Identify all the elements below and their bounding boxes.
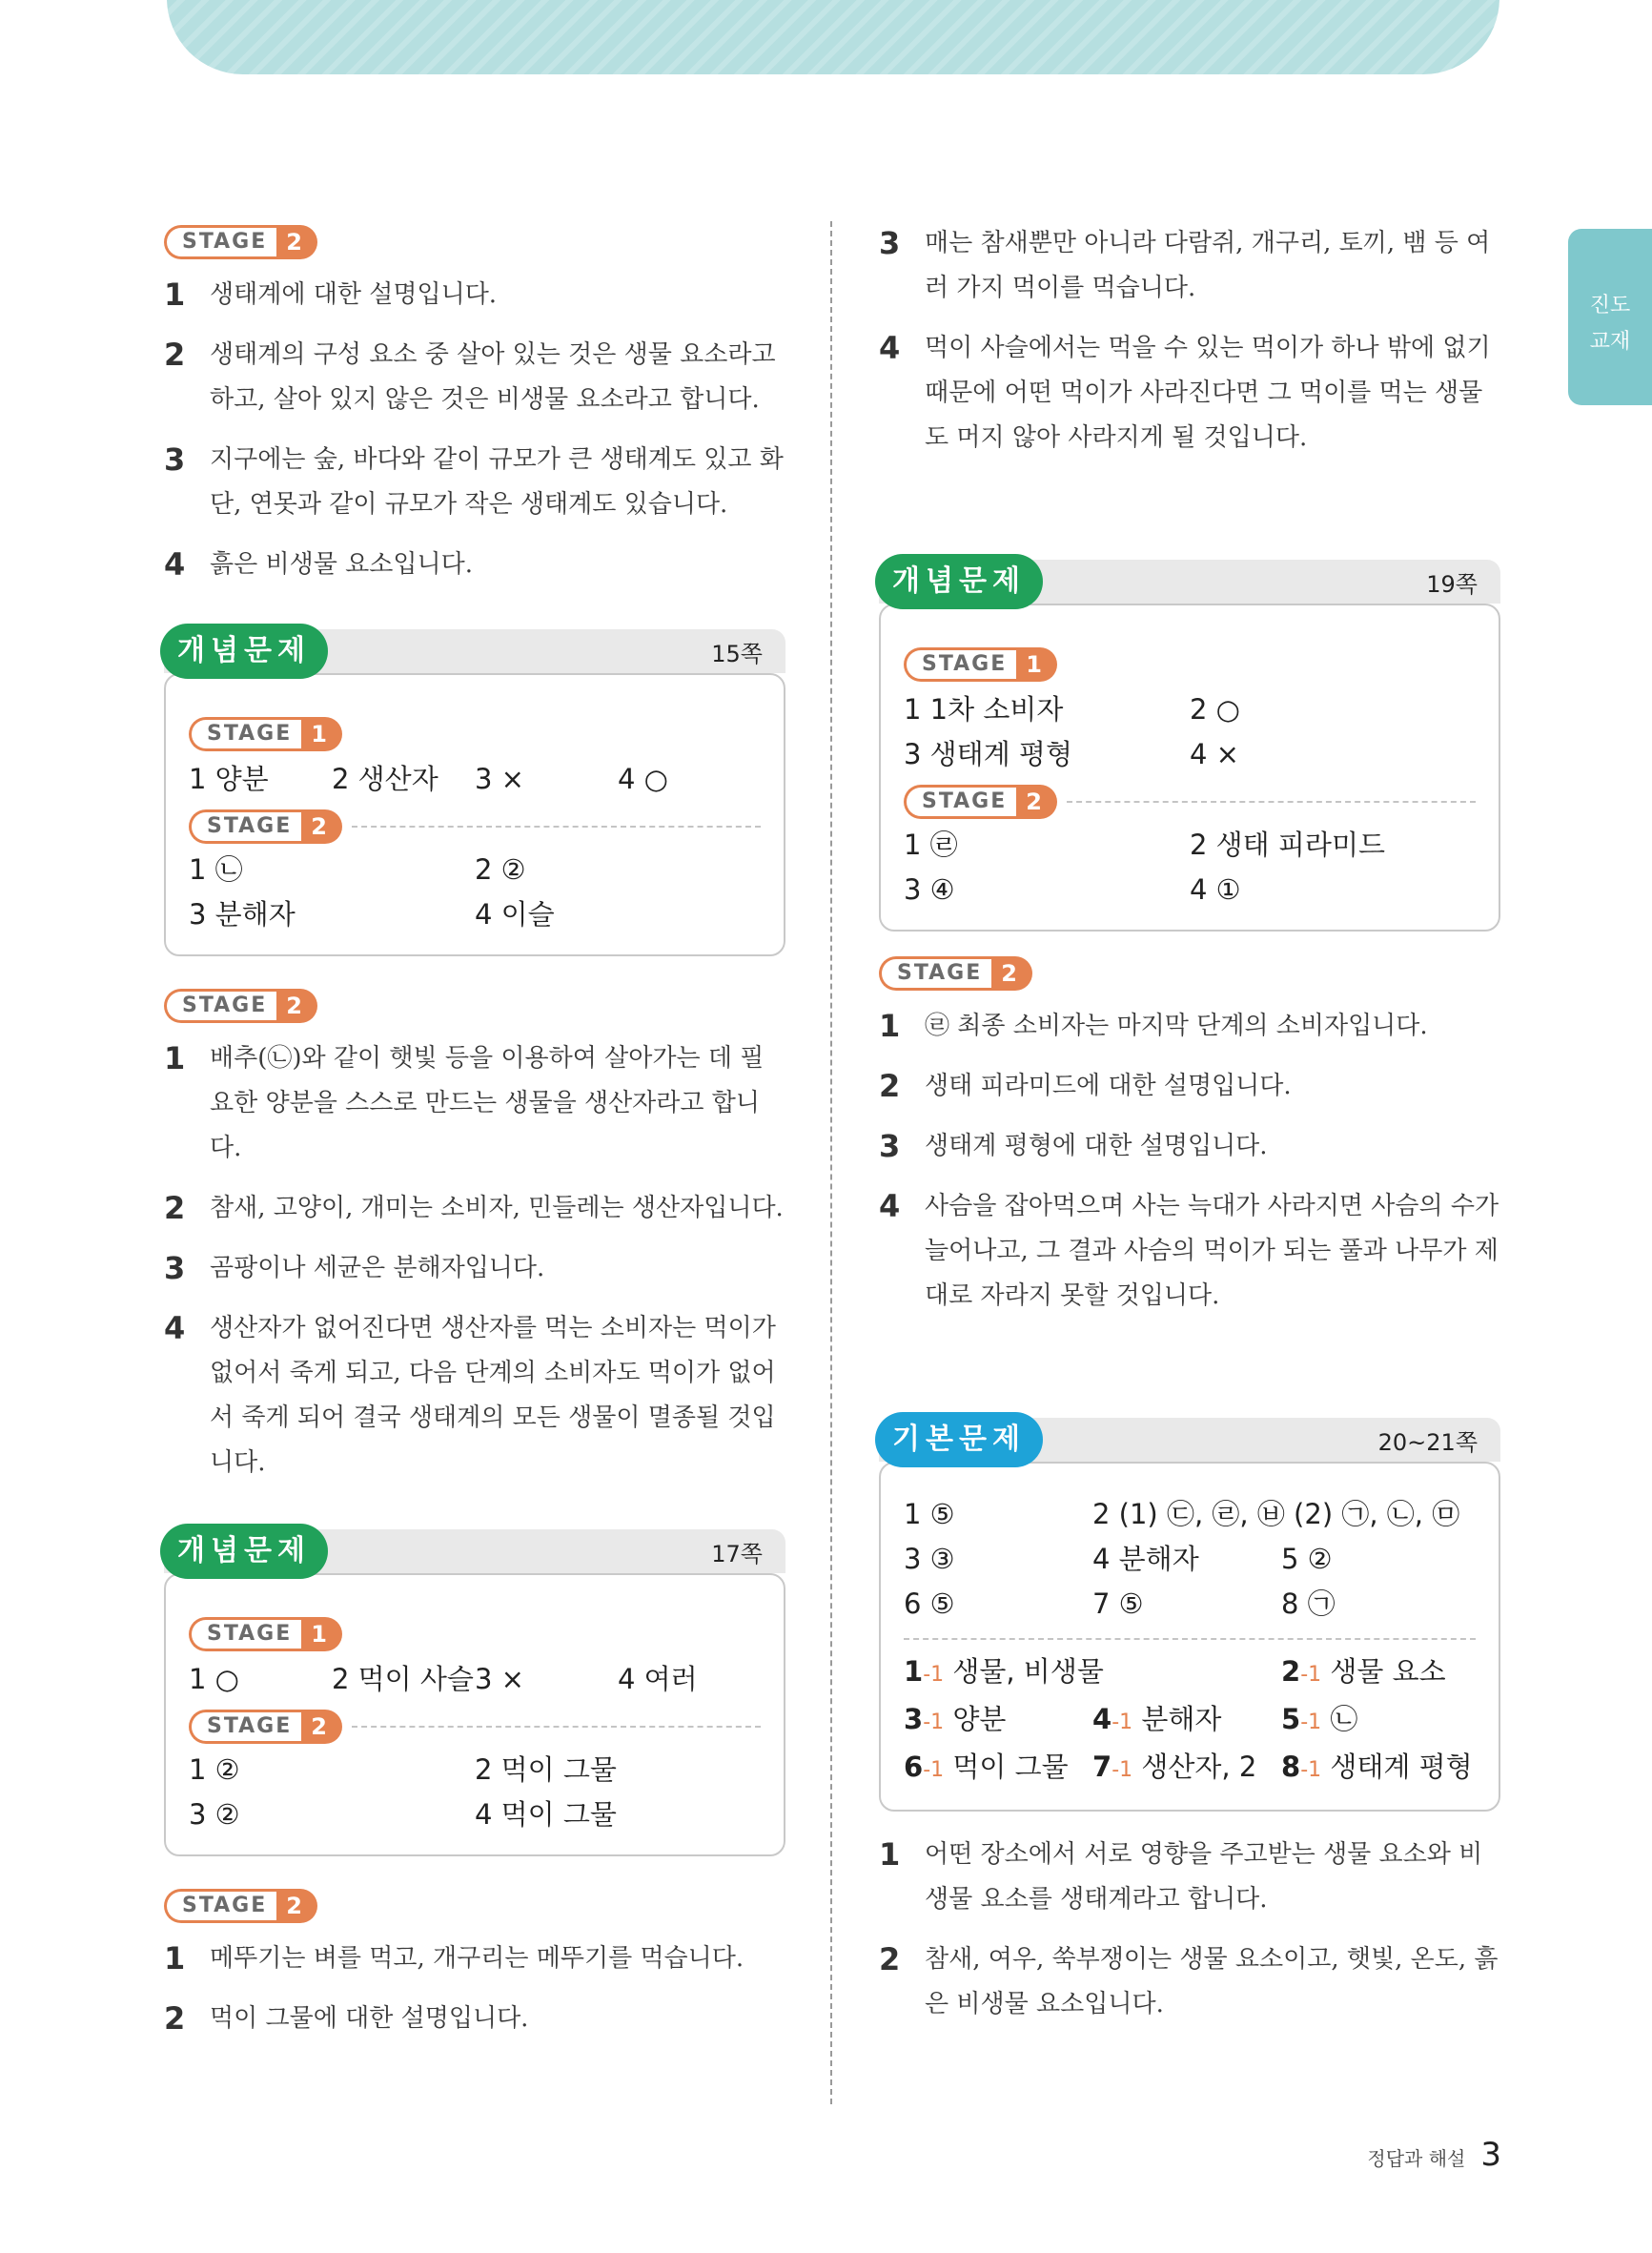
explanation-item: 4 생산자가 없어진다면 생산자를 먹는 소비자는 먹이가 없어서 죽게 되고, 다음 단계의 소비자도 먹이가 없어서 죽게 되어 결국 생태계의 모든 생물이 멸종될 것입니다. xyxy=(164,1310,776,1477)
basic-problem-box xyxy=(879,1423,1500,1812)
explanation-item: 3 생태계 평형에 대한 설명입니다. xyxy=(879,1128,1268,1164)
stage-2-explanations xyxy=(164,1036,785,1485)
box-title-pill: 개념문제 xyxy=(160,624,328,679)
stage-2-explanations xyxy=(879,1004,1500,1319)
page-number: 3 xyxy=(1480,2136,1501,2174)
explanation-item: 1 배추(㉡)와 같이 햇빛 등을 이용하여 살아가는 데 필요한 양분을 스스로 만드는 생물을 생산자라고 합니다. xyxy=(164,1040,765,1162)
stage-2-header: STAGE 2 xyxy=(189,1710,761,1744)
answer-grid: 3 ③ 4 분해자 5 ② 6 ⑤ 7 ⑤ 8 ㉠ xyxy=(904,1543,1336,1620)
box-title-pill: 개념문제 xyxy=(875,554,1043,609)
explanation-item: 2 참새, 고양이, 개미는 소비자, 민들레는 생산자입니다. xyxy=(164,1190,784,1226)
continued-explanations xyxy=(879,221,1500,461)
explanation-item: 3 곰팡이나 세균은 분해자입니다. xyxy=(164,1250,545,1286)
concept-problem-box-17 xyxy=(164,1534,785,1856)
stage-2-tag: STAGE 2 xyxy=(879,956,1500,991)
explanation-item: 3 지구에는 숲, 바다와 같이 규모가 큰 생태계도 있고 화단, 연못과 같이 규모가 작은 생태계도 있습니다. xyxy=(164,441,784,519)
stage-2-explanations xyxy=(164,273,785,587)
concept-problem-box-15 xyxy=(164,634,785,956)
box-title-pill: 개념문제 xyxy=(160,1524,328,1579)
answer-grid: 1 ㉡ 2 ② 3 분해자 4 이슬 xyxy=(189,853,555,931)
explanation-item: 3 매는 참새뿐만 아니라 다람쥐, 개구리, 토끼, 뱀 등 여러 가지 먹이를 먹습니다. xyxy=(879,225,1491,302)
page-footer xyxy=(1367,2136,1501,2174)
stage-2-header: STAGE 2 xyxy=(189,809,761,844)
explanation-item: 2 생태계의 구성 요소 중 살아 있는 것은 생물 요소라고 하고, 살아 있지 않은 것은 비생물 요소라고 합니다. xyxy=(164,337,776,414)
similar-answer-grid: 1-1 생물, 비생물 2-1 생물 요소 xyxy=(904,1655,1446,1688)
page-reference: 20~21쪽 xyxy=(1377,1429,1478,1456)
column-divider xyxy=(830,221,832,2104)
stage-1-tag: STAGE 1 xyxy=(904,647,1476,682)
explanation-item: 2 생태 피라미드에 대한 설명입니다. xyxy=(879,1068,1292,1104)
side-tab xyxy=(1568,229,1652,405)
right-column xyxy=(879,221,1500,2042)
page-reference: 17쪽 xyxy=(711,1541,763,1567)
answer-row: 1 양분 2 생산자 3 × 4 ○ xyxy=(189,763,668,795)
stage-2-explanations xyxy=(164,1936,785,2041)
footer-label: 정답과 해설 xyxy=(1367,2147,1466,2170)
page-reference: 19쪽 xyxy=(1426,571,1478,598)
stage-2-header: STAGE 2 xyxy=(904,785,1476,819)
explanation-item: 1 생태계에 대한 설명입니다. xyxy=(164,277,498,313)
page-reference: 15쪽 xyxy=(711,641,763,667)
stage-2-tag: STAGE 2 xyxy=(164,989,785,1023)
answer-grid: 1 1차 소비자 2 ○ 3 생태계 평형 4 × xyxy=(904,693,1240,770)
stage-1-tag: STAGE 1 xyxy=(189,717,761,751)
answer-grid: 1 ⑤ 2 (1) ㉢, ㉣, ㉥ (2) ㉠, ㉡, ㉤ xyxy=(904,1498,1460,1530)
explanation-item: 2 먹이 그물에 대한 설명입니다. xyxy=(164,2000,529,2037)
similar-answer-grid: 3-1 양분 4-1 분해자 5-1 ㉡ 6-1 먹이 그물 7-1 생산자, 2 8-1 생태계 평형 xyxy=(904,1703,1473,1783)
explanation-item: 4 먹이 사슬에서는 먹을 수 있는 먹이가 하나 밖에 없기 때문에 어떤 먹이가 사라진다면 그 먹이를 먹는 생물도 머지 않아 사라지게 될 것입니다. xyxy=(879,330,1491,452)
box-title-pill: 기본문제 xyxy=(875,1412,1043,1467)
basic-explanations xyxy=(879,1833,1500,2027)
explanation-item: 1 어떤 장소에서 서로 영향을 주고받는 생물 요소와 비생물 요소를 생태계라고 합니다. xyxy=(879,1836,1483,1914)
explanation-item: 4 흙은 비생물 요소입니다. xyxy=(164,546,473,583)
divider xyxy=(904,1638,1476,1640)
answer-grid: 1 ㉣ 2 생태 피라미드 3 ④ 4 ① xyxy=(904,829,1385,906)
explanation-item: 4 사슴을 잡아먹으며 사는 늑대가 사라지면 사슴의 수가 늘어나고, 그 결과 사슴의 먹이가 되는 풀과 나무가 제대로 자라지 못할 것입니다. xyxy=(879,1188,1499,1310)
concept-problem-box-19 xyxy=(879,564,1500,932)
explanation-item: 1 메뚜기는 벼를 먹고, 개구리는 메뚜기를 먹습니다. xyxy=(164,1940,744,1976)
stage-1-tag: STAGE 1 xyxy=(189,1617,761,1651)
stage-2-tag: STAGE 2 xyxy=(164,225,785,259)
top-decoration-band xyxy=(167,0,1499,74)
answer-grid: 1 ② 2 먹이 그물 3 ② 4 먹이 그물 xyxy=(189,1753,617,1831)
side-tab-line2: 교재 xyxy=(1589,330,1631,354)
side-tab-line1: 진도 xyxy=(1589,294,1631,317)
answer-row: 1 ○ 2 먹이 사슬 3 × 4 여러 xyxy=(189,1663,698,1695)
explanation-item: 1 ㉣ 최종 소비자는 마지막 단계의 소비자입니다. xyxy=(879,1008,1428,1044)
left-column xyxy=(164,225,785,2057)
explanation-item: 2 참새, 여우, 쑥부쟁이는 생물 요소이고, 햇빛, 온도, 흙은 비생물 요소입니다. xyxy=(879,1941,1499,2018)
stage-2-tag: STAGE 2 xyxy=(164,1889,785,1923)
